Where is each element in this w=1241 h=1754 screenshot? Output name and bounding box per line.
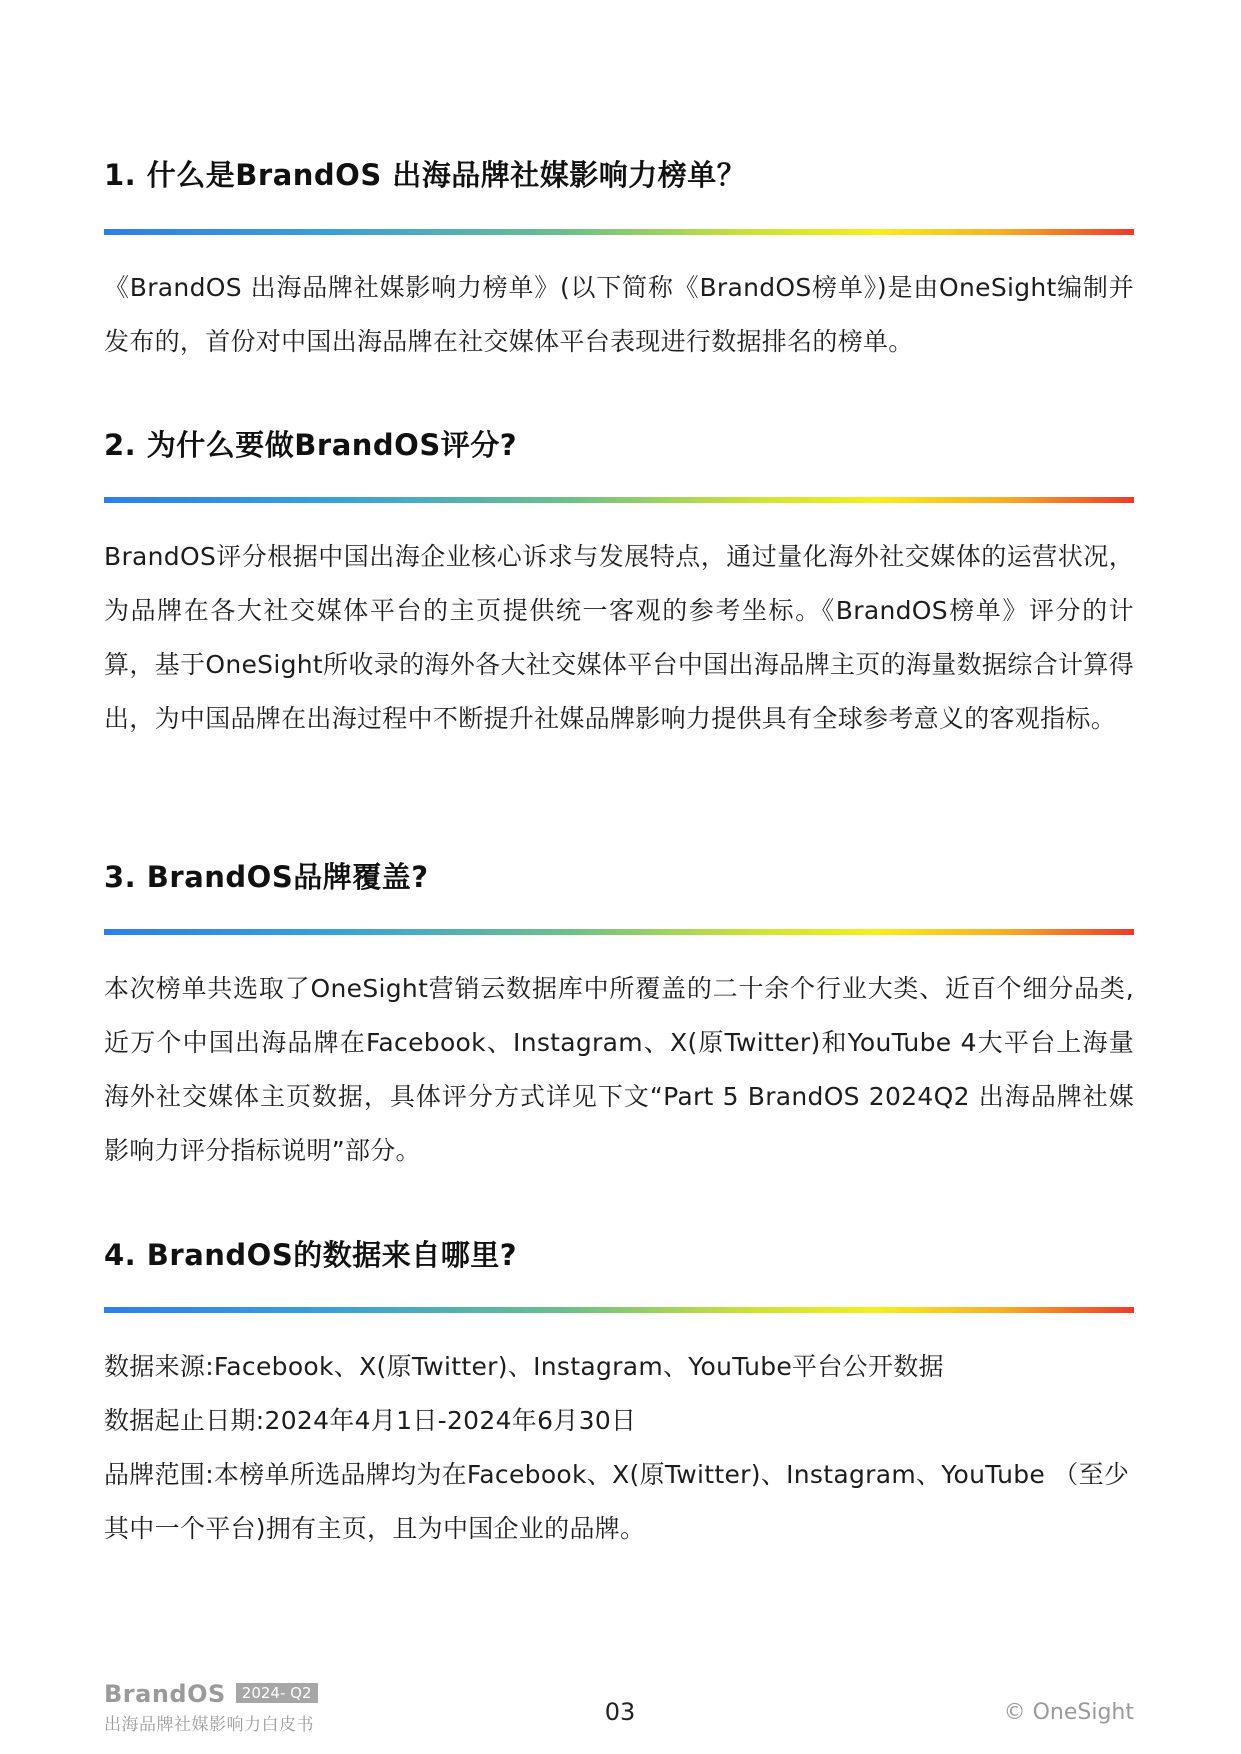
section-1-heading: 1. 什么是BrandOS 出海品牌社媒影响力榜单？ [104, 158, 747, 192]
section-2-heading-wrap [104, 425, 1134, 465]
brand-scope-line: 品牌范围:本榜单所选品牌均为在Facebook、X(原Twitter)、Instagram、YouTube （至少 [104, 1460, 1130, 1489]
section-1-paragraph: 《BrandOS 出海品牌社媒影响力榜单》(以下简称《BrandOS榜单》)是由OneSight编制并发布的，首份对中国出海品牌在社交媒体平台表现进行数据排名的榜单。 [104, 273, 1134, 356]
section-3-heading-wrap [104, 857, 1134, 897]
section-2-heading: 2. 为什么要做BrandOS评分? [104, 428, 518, 462]
data-source-line: 数据来源:Facebook、X(原Twitter)、Instagram、YouTube平台公开数据 [104, 1352, 944, 1381]
footer-subtitle: 出海品牌社媒影响力白皮书 [104, 1715, 314, 1735]
section-3-heading: 3. BrandOS品牌覆盖? [104, 860, 429, 894]
footer-copyright: © OneSight [1003, 1700, 1134, 1725]
section-4-heading: 4. BrandOS的数据来自哪里? [104, 1238, 518, 1272]
section-4-body [104, 1340, 1134, 1556]
gradient-divider [104, 929, 1134, 935]
section-1-heading-wrap [104, 155, 1134, 195]
section-2-paragraph: BrandOS评分根据中国出海企业核心诉求与发展特点，通过量化海外社交媒体的运营状况，为品牌在各大社交媒体平台的主页提供统一客观的参考坐标。《BrandOS榜单》评分的计算，基于OneSight所收录的海外各大社交媒体平台中国出海品牌主页的海量数据综合计算得出，为中国品牌在出海过程中不断提升社媒品牌影响力提供具有全球参考意义的客观指标。 [104, 542, 1134, 733]
page-number: 03 [604, 1698, 636, 1726]
gradient-divider [104, 1307, 1134, 1313]
date-range-line: 数据起止日期:2024年4月1日-2024年6月30日 [104, 1406, 637, 1435]
section-3-paragraph: 本次榜单共选取了OneSight营销云数据库中所覆盖的二十余个行业大类、近百个细分品类,近万个中国出海品牌在Facebook、Instagram、X(原Twitter)和YouTube 4大平台上海量海外社交媒体主页数据，具体评分方式详见下文“Part 5 BrandOS 2024Q2 出海品牌社媒影响力评分指标说明”部分。 [104, 974, 1134, 1165]
footer-brand-logo [104, 1680, 318, 1735]
footer-period-badge: 2024- Q2 [236, 1683, 318, 1703]
section-2-body [104, 530, 1134, 746]
section-1-body [104, 261, 1134, 369]
brand-scope-line-cont: 其中一个平台)拥有主页，且为中国企业的品牌。 [104, 1514, 646, 1543]
section-3-body [104, 962, 1134, 1178]
footer-brand-name: BrandOS [104, 1680, 226, 1708]
section-4-heading-wrap [104, 1235, 1134, 1275]
gradient-divider [104, 229, 1134, 235]
gradient-divider [104, 497, 1134, 503]
